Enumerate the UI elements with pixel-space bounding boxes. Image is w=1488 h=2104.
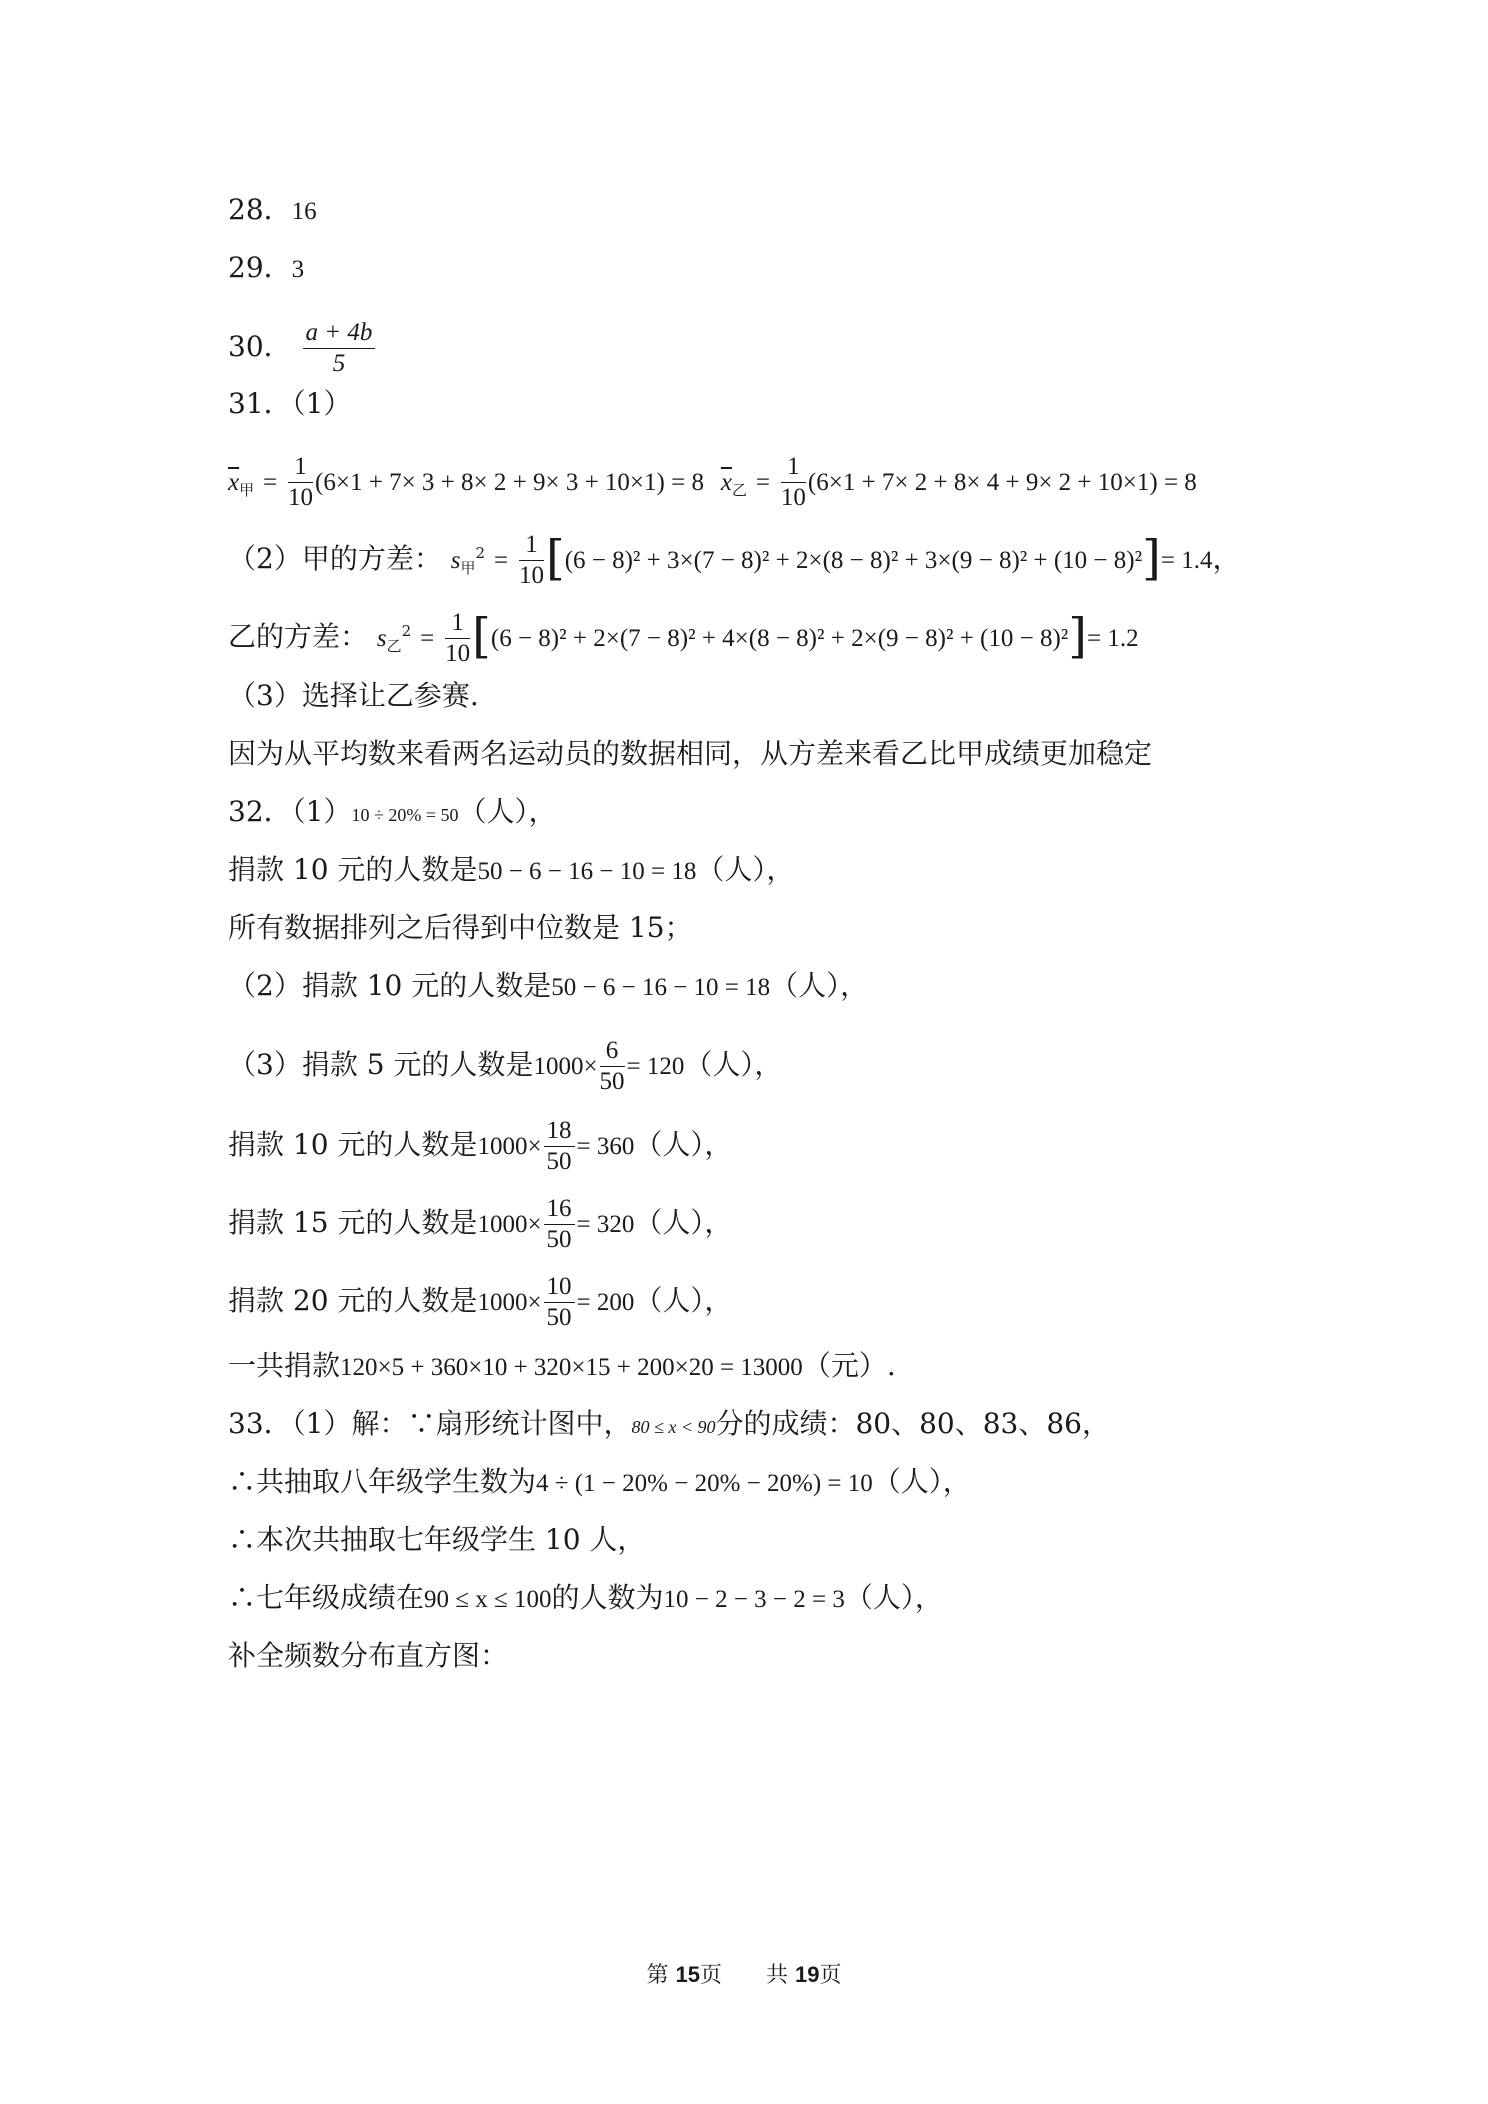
fraction: $\frac{10}{50}$ [544,1272,575,1333]
answer-28: 28．16 [228,193,317,226]
answer-31-variance-yi: 乙的方差： $s_乙^2$ = $\frac{1}{10}$ [(6 − 8)² + 2×(7 − 8)² + 4×(8 − 8)² + 2×(9 − 8)² + (10 − 8)²]= 1.2 [228,608,1139,667]
answer-32-l5: （3）捐款 5 元的人数是1000× $\frac{6}{50}$ = 120（人）， [228,1037,783,1095]
fraction: $\frac{1}{10}$ [288,453,314,511]
answer-32-l4: （2）捐款 10 元的人数是50 − 6 − 16 − 10 = 18（人）， [228,969,869,1002]
answer-31-means: $\overline{x}_甲$ = $\frac{1}{10}$ (6×1 + 7× 3 + 8× 2 + 9× 3 + 10×1) = 8 $\overline{x}_乙$ = $\frac{1}{10}$ (6×1 + 7× 2 + 8× 4 + 9× 2 + 10×1) = 8 [228,453,1197,511]
answer-33-l4: ∴七年级成绩在90 ≤ x ≤ 100的人数为10 − 2 − 3 − 2 = 3（人）， [228,1581,943,1614]
answer-31-choice: （3）选择让乙参赛. [228,679,479,712]
answer-31-reason: 因为从平均数来看两名运动员的数据相同，从方差来看乙比甲成绩更加稳定 [228,737,1153,770]
answer-32-l8: 捐款 20 元的人数是1000× $\frac{10}{50}$ = 200（人）， [228,1273,733,1331]
fraction: $\frac{6}{50}$ [599,1037,625,1095]
fraction: $\frac{1}{10}$ [445,609,471,667]
answer-32-l6: 捐款 10 元的人数是1000× $\frac{18}{50}$ = 360（人）， [228,1117,733,1175]
answer-33-l2: ∴共抽取八年级学生数为4 ÷ (1 − 20% − 20% − 20%) = 10（人）， [228,1465,971,1498]
answer-32-l7: 捐款 15 元的人数是1000× $\frac{16}{50}$ = 320（人）， [228,1195,733,1253]
fraction: $\frac{1}{10}$ [780,453,806,511]
answer-29: 29．3 [228,251,305,284]
answer-30: 30． $\frac{a + 4b}{5}$ [228,318,377,379]
answer-32-l2: 捐款 10 元的人数是50 − 6 − 16 − 10 = 18（人）， [228,853,795,886]
answer-33-l1: 33．（1）解：∵扇形统计图中，80 ≤ x < 90分的成绩：80、80、83、86， [228,1407,1110,1440]
answer-31-head: 31．（1） [228,387,352,420]
answer-33-l3: ∴本次共抽取七年级学生 10 人， [228,1523,646,1556]
fraction: $\frac{16}{50}$ [544,1194,575,1255]
answer-32-l9: 一共捐款120×5 + 360×10 + 320×15 + 200×20 = 13000（元）. [228,1349,896,1382]
fraction: $\frac{a + 4b}{5}$ [303,318,376,379]
fraction: $\frac{18}{50}$ [544,1116,575,1177]
answer-32-l3: 所有数据排列之后得到中位数是 15； [228,911,693,944]
page-footer: 第 15页 共 19页 [646,1962,842,1988]
answer-31-variance-jia: （2）甲的方差： $s_甲^2$ = $\frac{1}{10}$ [(6 − 8)² + 3×(7 − 8)² + 2×(8 − 8)² + 3×(9 − 8)² + (10 − 8)²]= 1.4， [228,530,1241,589]
answer-33-l5: 补全频数分布直方图： [228,1639,509,1672]
answer-32-l1: 32．（1）10 ÷ 20% = 50（人）， [228,795,557,828]
fraction: $\frac{1}{10}$ [518,531,544,589]
